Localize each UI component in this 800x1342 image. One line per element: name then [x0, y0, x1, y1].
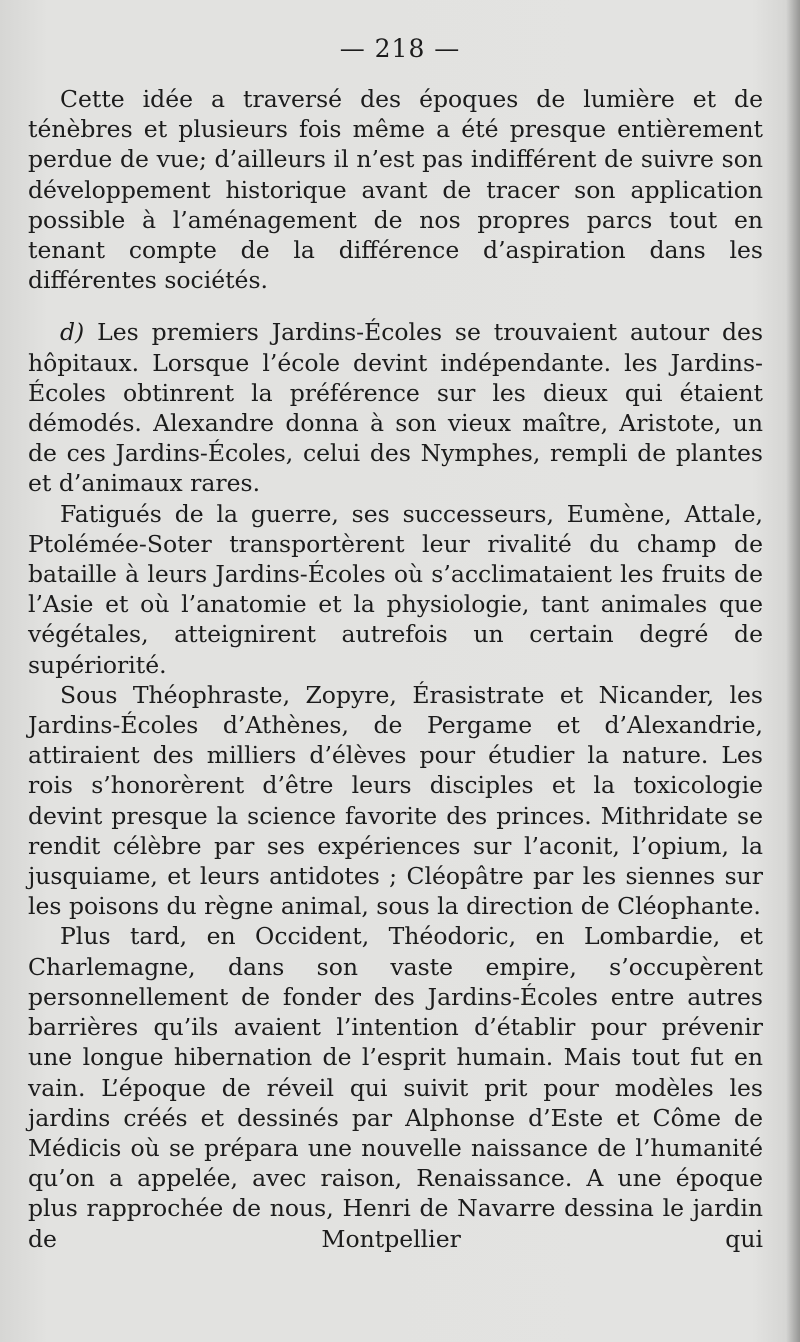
paragraph-5: Plus tard, en Occident, Théodoric, en Lombardie, et Charlemagne, dans son vaste empire, s’occupèrent personnellement de fonder des Jardins-Écoles entre autres barrières qu’ils avaient l’intention d’établir pour prévenir une longue hibernation de l’esprit humain. Mais tout fut en vain. L’époque de réveil qui suivit prit pour modèles les jardins créés et dessinés par Alphonse d’Este et Côme de Médicis où se prépara une nouvelle naissance de l’humanité qu’on a appelée, avec raison, Renaissance. A une époque plus rapprochée de nous, Henri de Navarre dessina le jardin de Montpellier qui: [28, 922, 763, 1253]
paragraph-1: Cette idée a traversé des époques de lumière et de ténèbres et plusieurs fois même a été presque entièrement perdue de vue; d’ailleurs il n’est pas indifférent de suivre son développement historique avant de tracer son application possible à l’aménagement de nos propres parcs tout en tenant compte de la différence d’aspiration dans les différentes sociétés.: [28, 85, 763, 295]
paragraph-2-text: Les premiers Jardins-Écoles se trouvaient autour des hôpitaux. Lorsque l’école devint indépendante. les Jardins-Écoles obtinrent la préférence sur les dieux qui étaient démodés. Alexandre donna à son vieux maître, Aristote, un de ces Jardins-Écoles, celui des Nymphes, rempli de plantes et d’animaux rares.: [28, 318, 763, 498]
paragraph-4: Sous Théophraste, Zopyre, Érasistrate et Nicander, les Jardins-Écoles d’Athènes, de Pergame et d’Alexandrie, attiraient des milliers d’élèves pour étudier la nature. Les rois s’honorèrent d’être leurs disciples et la toxicologie devint presque la science favorite des princes. Mithridate se rendit célèbre par ses expériences sur l’aconit, l’opium, la jusquiame, et leurs antidotes ; Cléopâtre par les siennes sur les poisons du règne animal, sous la direction de Cléophante.: [28, 680, 763, 921]
body-text: [28, 84, 763, 1254]
paragraph-3: Fatigués de la guerre, ses successeurs, Eumène, Attale, Ptolémée-Soter transportèrent leur rivalité du champ de bataille à leurs Jardins-Écoles où s’acclimataient les fruits de l’Asie et où l’anatomie et la physiologie, tant animales que végétales, atteignirent autrefois un certain degré de supériorité.: [28, 499, 763, 679]
paragraph-marker: d): [60, 318, 85, 347]
paragraph-2: [28, 317, 763, 498]
page-number: — 218 —: [339, 34, 461, 63]
